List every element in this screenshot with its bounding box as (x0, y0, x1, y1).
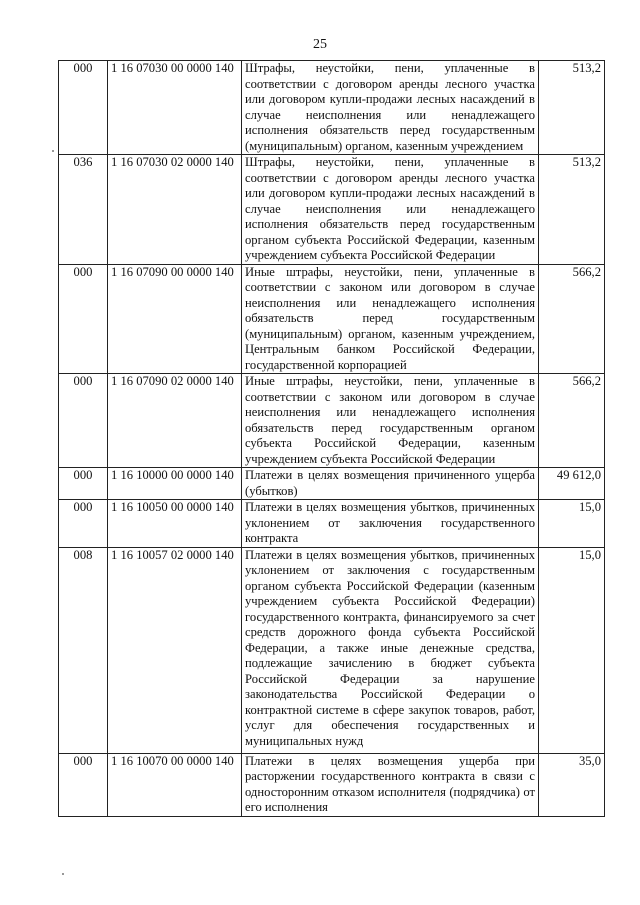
table-row (59, 374, 605, 468)
admin-code-cell: 000 (59, 264, 108, 374)
budget-classification-code-cell: 1 16 07030 00 0000 140 (108, 61, 242, 155)
budget-revenue-table (58, 60, 605, 817)
amount-cell: 15,0 (539, 547, 605, 753)
budget-classification-code-cell: 1 16 10057 02 0000 140 (108, 547, 242, 753)
scan-speck (52, 150, 54, 152)
table-row (59, 264, 605, 374)
page-number: 25 (313, 37, 327, 52)
budget-classification-code-cell: 1 16 07090 00 0000 140 (108, 264, 242, 374)
budget-classification-code-cell: 1 16 07030 02 0000 140 (108, 155, 242, 265)
admin-code-cell: 036 (59, 155, 108, 265)
table-row (59, 468, 605, 500)
revenue-description-cell: Платежи в целях возмещения причиненного ущерба (убытков) (242, 468, 539, 500)
table-row (59, 547, 605, 753)
admin-code-cell: 008 (59, 547, 108, 753)
revenue-description-cell: Штрафы, неустойки, пени, уплаченные в соответствии с договором аренды лесного участка или договором купли-продажи лесных насаждений в случае неисполнения или ненадлежащего исполнения обязательств перед государственным (муниципальным) органом, казенным учреждением (242, 61, 539, 155)
amount-cell: 513,2 (539, 61, 605, 155)
revenue-description-cell: Платежи в целях возмещения убытков, причиненных уклонением от заключения с государственным органом субъекта Российской Федерации (казенным учреждением субъекта Российской Федерации) государственного контракта, финансируемого за счет средств дорожного фонда субъекта Российской Федерации, а также иные денежные средства, подлежащие зачислению в бюджет субъекта Российской Федерации за нарушение законодательства Российской Федерации о контрактной системе в сфере закупок товаров, работ, услуг для обеспечения государственных и муниципальных нужд (242, 547, 539, 753)
admin-code-cell: 000 (59, 61, 108, 155)
revenue-description-cell: Иные штрафы, неустойки, пени, уплаченные в соответствии с законом или договором в случае неисполнения или ненадлежащего исполнения обязательств перед государственным (муниципальным) органом, казенным учреждением, Центральным банком Российской Федерации, государственной корпорацией (242, 264, 539, 374)
table-row (59, 155, 605, 265)
table-row (59, 61, 605, 155)
table-row (59, 753, 605, 816)
admin-code-cell: 000 (59, 500, 108, 548)
budget-classification-code-cell: 1 16 10050 00 0000 140 (108, 500, 242, 548)
revenue-description-cell: Штрафы, неустойки, пени, уплаченные в соответствии с договором аренды лесного участка или договором купли-продажи лесных насаждений в случае неисполнения или ненадлежащего исполнения обязательств перед государственным органом субъекта Российской Федерации, казенным учреждением субъекта Российской Федерации (242, 155, 539, 265)
admin-code-cell: 000 (59, 468, 108, 500)
scan-speck (62, 873, 64, 875)
amount-cell: 49 612,0 (539, 468, 605, 500)
amount-cell: 35,0 (539, 753, 605, 816)
table-row (59, 500, 605, 548)
admin-code-cell: 000 (59, 374, 108, 468)
amount-cell: 566,2 (539, 374, 605, 468)
amount-cell: 15,0 (539, 500, 605, 548)
budget-classification-code-cell: 1 16 10070 00 0000 140 (108, 753, 242, 816)
revenue-description-cell: Платежи в целях возмещения убытков, причиненных уклонением от заключения государственного контракта (242, 500, 539, 548)
revenue-description-cell: Платежи в целях возмещения ущерба при расторжении государственного контракта в связи с односторонним отказом исполнителя (подрядчика) от его исполнения (242, 753, 539, 816)
admin-code-cell: 000 (59, 753, 108, 816)
budget-classification-code-cell: 1 16 07090 02 0000 140 (108, 374, 242, 468)
amount-cell: 566,2 (539, 264, 605, 374)
amount-cell: 513,2 (539, 155, 605, 265)
revenue-description-cell: Иные штрафы, неустойки, пени, уплаченные в соответствии с законом или договором в случае неисполнения или ненадлежащего исполнения обязательств перед государственным органом субъекта Российской Федерации, казенным учреждением субъекта Российской Федерации (242, 374, 539, 468)
budget-classification-code-cell: 1 16 10000 00 0000 140 (108, 468, 242, 500)
